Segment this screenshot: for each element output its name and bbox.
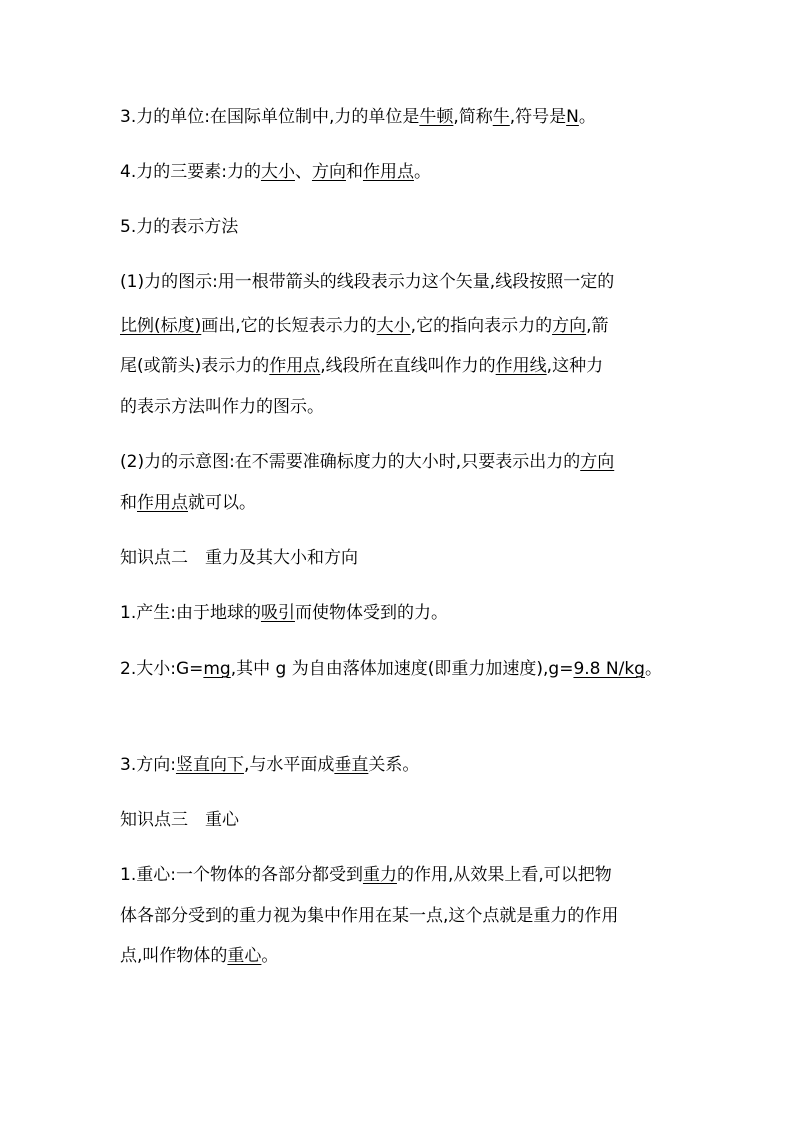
text-segment: 1.重心:一个物体的各部分都受到	[120, 865, 363, 885]
text-segment: ,它的指向表示力的	[410, 316, 553, 336]
underlined-answer: 重力	[362, 865, 397, 885]
text-segment: 点,叫作物体的	[120, 946, 228, 966]
text-line-force-diagram-1	[120, 271, 680, 293]
text-segment: 就可以。	[188, 493, 256, 513]
text-line-schematic-2	[120, 492, 680, 514]
text-segment: 知识点二 重力及其大小和方向	[120, 548, 358, 568]
text-segment: 的作用,从效果上看,可以把物	[396, 865, 612, 885]
text-segment: 1.产生:由于地球的	[120, 603, 261, 623]
underlined-answer: 竖直向下	[175, 755, 244, 775]
underlined-answer: 作用点	[362, 162, 414, 182]
underlined-answer: 牛顿	[419, 107, 454, 127]
text-line-force-diagram-2	[120, 315, 680, 337]
text-segment: 而使物体受到的力。	[294, 603, 448, 623]
text-segment: 4.力的三要素:力的	[120, 162, 261, 182]
text-segment: ,箭	[586, 316, 609, 336]
text-line-force-diagram-4	[120, 396, 680, 418]
section-heading-gravity	[120, 547, 680, 569]
text-segment: 体各部分受到的重力视为集中作用在某一点,这个点就是重力的作用	[120, 906, 619, 926]
text-segment: 画出,它的长短表示力的	[201, 316, 377, 336]
text-segment: 2.大小:G=	[120, 659, 204, 679]
underlined-answer: 方向	[552, 316, 587, 336]
underlined-answer: 作用点	[269, 356, 321, 376]
text-line-three-elements	[120, 161, 680, 183]
text-segment: 5.力的表示方法	[120, 217, 239, 237]
underlined-answer: 重心	[227, 946, 262, 966]
text-segment: ,其中 g 为自由落体加速度(即重力加速度),g=	[230, 659, 574, 679]
text-line-representation	[120, 216, 680, 238]
text-segment: ,简称	[453, 107, 493, 127]
underlined-answer: 比例(标度)	[120, 316, 202, 336]
text-line-center-2	[120, 905, 680, 927]
section-heading-center-of-gravity	[120, 809, 680, 831]
text-segment: (1)力的图示:用一根带箭头的线段表示力这个矢量,线段按照一定的	[120, 272, 615, 292]
text-line-unit	[120, 106, 680, 128]
text-segment: 。	[261, 946, 279, 966]
text-segment: (2)力的示意图:在不需要准确标度力的大小时,只要表示出力的	[120, 452, 581, 472]
text-segment: ,线段所在直线叫作力的	[320, 356, 496, 376]
underlined-answer: mg	[203, 659, 231, 679]
underlined-answer: 作用线	[495, 356, 547, 376]
text-line-gravity-origin	[120, 602, 680, 624]
text-line-schematic-1	[120, 451, 680, 473]
text-segment: 3.方向:	[120, 755, 176, 775]
text-segment: 3.力的单位:在国际单位制中,力的单位是	[120, 107, 420, 127]
text-line-center-3	[120, 945, 680, 967]
text-segment: 、	[294, 162, 312, 182]
underlined-answer: 大小	[376, 316, 411, 336]
text-segment: ,这种力	[546, 356, 604, 376]
underlined-answer: 大小	[260, 162, 295, 182]
text-segment: 尾(或箭头)表示力的	[120, 356, 270, 376]
underlined-answer: 方向	[580, 452, 615, 472]
underlined-answer: 9.8 N/kg	[573, 659, 645, 679]
text-segment: 知识点三 重心	[120, 810, 239, 830]
text-segment: 。	[644, 659, 662, 679]
text-segment: 关系。	[368, 755, 420, 775]
text-segment: 。	[413, 162, 431, 182]
text-segment: 和	[120, 493, 137, 513]
text-segment: ,符号是	[509, 107, 567, 127]
text-line-gravity-direction	[120, 754, 680, 776]
underlined-answer: 作用点	[137, 493, 188, 513]
text-line-force-diagram-3	[120, 355, 680, 377]
text-segment: 和	[345, 162, 363, 182]
underlined-answer: 吸引	[260, 603, 295, 623]
underlined-answer: 方向	[311, 162, 346, 182]
text-segment: ,与水平面成	[243, 755, 335, 775]
underlined-answer: N	[566, 107, 579, 127]
text-segment: 的表示方法叫作力的图示。	[120, 397, 324, 417]
underlined-answer: 牛	[492, 107, 510, 127]
text-segment: 。	[578, 107, 596, 127]
underlined-answer: 垂直	[334, 755, 369, 775]
text-line-gravity-magnitude	[120, 658, 680, 680]
text-line-center-1	[120, 864, 680, 886]
